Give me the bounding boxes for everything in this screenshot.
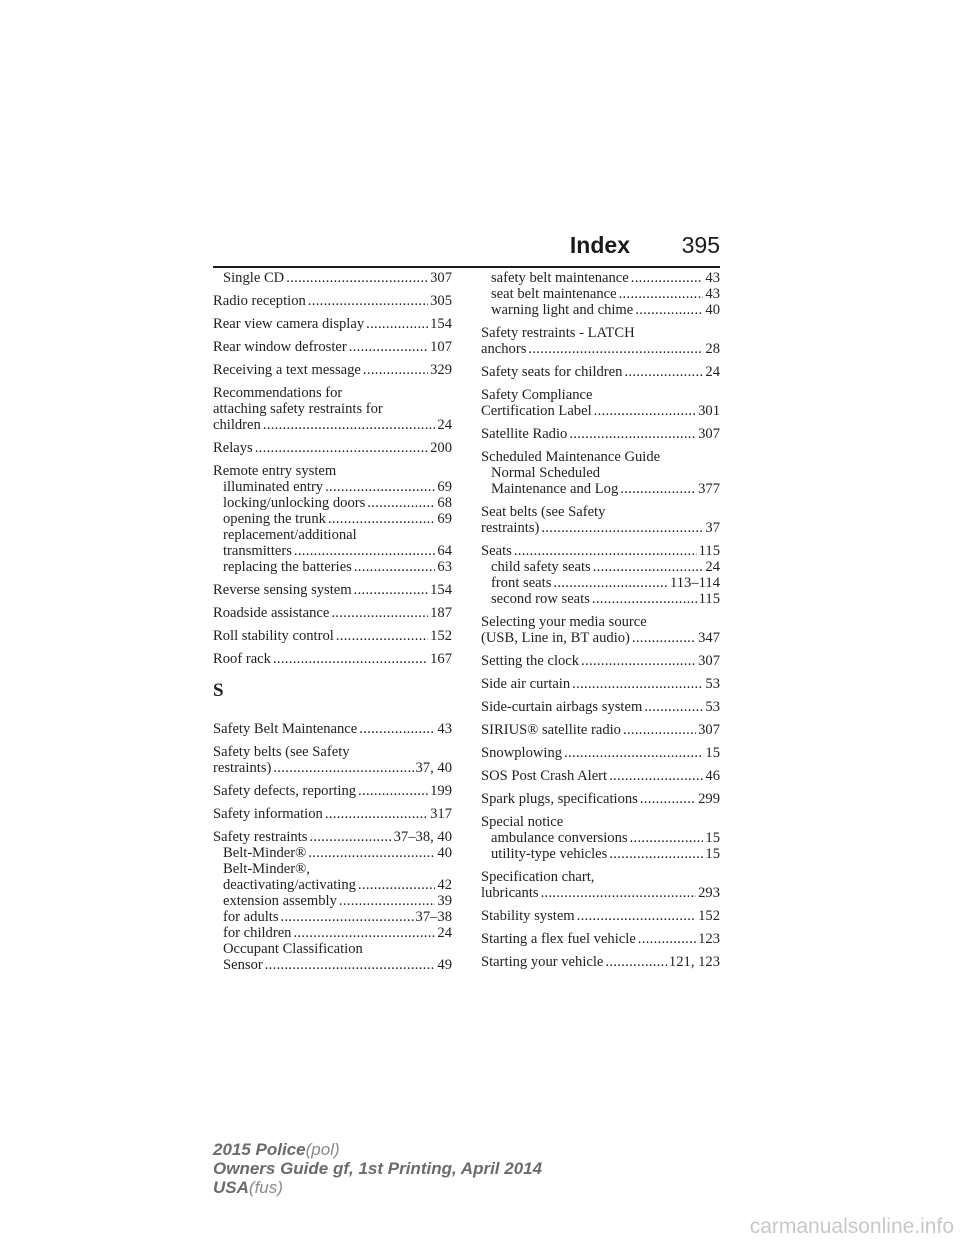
index-page-ref: 40 xyxy=(437,845,452,861)
index-entry xyxy=(213,651,452,667)
index-entry-line xyxy=(213,362,452,378)
index-entry xyxy=(481,745,720,761)
index-term: replacement/additional xyxy=(223,527,357,543)
index-subentry-line xyxy=(481,270,720,286)
index-term: Safety Compliance xyxy=(481,387,593,403)
index-entry xyxy=(481,653,720,669)
index-entry xyxy=(481,768,720,784)
dot-leader xyxy=(331,605,428,621)
index-term: safety belt maintenance xyxy=(491,270,629,286)
index-entry-line xyxy=(481,426,720,442)
index-term: illuminated entry xyxy=(223,479,324,495)
index-term: restraints) xyxy=(213,760,272,776)
index-entry-line xyxy=(213,385,452,401)
dot-leader xyxy=(281,909,414,925)
index-page-ref: 154 xyxy=(430,582,452,598)
index-entry-line xyxy=(213,744,452,760)
index-page-ref: 187 xyxy=(430,605,452,621)
footer-line-2: Owners Guide gf, 1st Printing, April 2014 xyxy=(213,1159,543,1178)
index-page-ref: 64 xyxy=(437,543,452,559)
index-page-ref: 154 xyxy=(430,316,452,332)
index-entry-line xyxy=(213,605,452,621)
index-page-ref: 15 xyxy=(705,745,720,761)
dot-leader xyxy=(553,575,668,591)
index-entry xyxy=(213,744,452,776)
index-entry-line xyxy=(213,760,452,776)
page-title: Index xyxy=(569,232,630,258)
index-entry-line xyxy=(213,628,452,644)
index-entry-line xyxy=(481,449,720,465)
index-page-ref: 317 xyxy=(430,806,452,822)
dot-leader xyxy=(577,908,696,924)
index-page-ref: 113–114 xyxy=(670,575,720,591)
index-term: Setting the clock xyxy=(481,653,580,669)
index-entry xyxy=(481,426,720,442)
index-term: front seats xyxy=(491,575,552,591)
index-page-ref: 24 xyxy=(437,925,452,941)
dot-leader xyxy=(593,559,704,575)
index-entry-line xyxy=(481,676,720,692)
index-entry xyxy=(213,628,452,644)
index-subentry-line xyxy=(213,479,452,495)
index-page-ref: 293 xyxy=(698,885,720,901)
dot-leader xyxy=(325,806,428,822)
dot-leader xyxy=(631,270,704,286)
index-page-ref: 40 xyxy=(705,302,720,318)
index-page-ref: 37–38, 40 xyxy=(393,829,452,845)
dot-leader xyxy=(619,286,704,302)
index-term: Safety restraints - LATCH xyxy=(481,325,635,341)
index-subentry-line xyxy=(481,559,720,575)
page-number: 395 xyxy=(681,232,720,258)
index-term: Side air curtain xyxy=(481,676,571,692)
index-subentry-line xyxy=(213,957,452,973)
dot-leader xyxy=(623,722,696,738)
index-entry xyxy=(481,791,720,807)
index-page-ref: 199 xyxy=(430,783,452,799)
index-page-ref: 299 xyxy=(698,791,720,807)
index-entry-line xyxy=(213,651,452,667)
index-subentry-line xyxy=(481,465,720,481)
index-page-ref: 28 xyxy=(705,341,720,357)
dot-leader xyxy=(358,783,428,799)
dot-leader xyxy=(325,479,435,495)
index-subentry-line xyxy=(213,909,452,925)
dot-leader xyxy=(564,745,703,761)
index-term: Certification Label xyxy=(481,403,592,419)
index-term: Seats xyxy=(481,543,512,559)
index-subentry-line xyxy=(481,591,720,607)
dot-leader xyxy=(640,791,696,807)
index-page-ref: 200 xyxy=(430,440,452,456)
index-entry-line xyxy=(481,653,720,669)
index-term: lubricants xyxy=(481,885,539,901)
dot-leader xyxy=(286,270,428,286)
index-entry xyxy=(481,614,720,646)
index-page-ref: 63 xyxy=(437,559,452,575)
index-term: Safety seats for children xyxy=(481,364,623,380)
index-page-ref: 39 xyxy=(437,893,452,909)
index-page-ref: 301 xyxy=(698,403,720,419)
index-term: warning light and chime xyxy=(491,302,634,318)
index-term: Safety Belt Maintenance xyxy=(213,721,358,737)
index-term: Sensor xyxy=(223,957,263,973)
index-subentry-line xyxy=(481,286,720,302)
dot-leader xyxy=(309,829,391,845)
dot-leader xyxy=(349,339,428,355)
dot-leader xyxy=(328,511,435,527)
index-subentry-line xyxy=(213,527,452,543)
index-entry-line xyxy=(481,768,720,784)
index-page-ref: 43 xyxy=(437,721,452,737)
index-page-ref: 307 xyxy=(698,426,720,442)
dot-leader xyxy=(644,699,703,715)
index-page-ref: 43 xyxy=(705,286,720,302)
index-term: Specification chart, xyxy=(481,869,595,885)
index-page-ref: 307 xyxy=(698,722,720,738)
index-entry xyxy=(213,339,452,355)
index-entry-line xyxy=(213,463,452,479)
index-subentry-line xyxy=(213,941,452,957)
index-page-ref: 53 xyxy=(705,676,720,692)
index-entry-line xyxy=(213,806,452,822)
index-term: child safety seats xyxy=(491,559,591,575)
index-page-ref: 24 xyxy=(705,364,720,380)
index-term: Roof rack xyxy=(213,651,271,667)
index-subentry-line xyxy=(481,481,720,497)
index-term: second row seats xyxy=(491,591,590,607)
index-page-ref: 37–38 xyxy=(415,909,452,925)
index-entry-line xyxy=(481,908,720,924)
index-entry xyxy=(481,954,720,970)
index-term: Belt-Minder® xyxy=(223,845,307,861)
index-term: Stability system xyxy=(481,908,575,924)
dot-leader xyxy=(273,760,413,776)
index-entry xyxy=(481,504,720,536)
index-entry-line xyxy=(213,339,452,355)
index-entry-line xyxy=(213,783,452,799)
index-entry-line xyxy=(481,814,720,830)
index-entry xyxy=(481,931,720,947)
index-subentry-line xyxy=(481,830,720,846)
index-page-ref: 307 xyxy=(698,653,720,669)
index-entry-line xyxy=(213,829,452,845)
page-header xyxy=(213,226,720,268)
dot-leader xyxy=(514,543,697,559)
index-entry-line xyxy=(213,316,452,332)
index-term: for children xyxy=(223,925,292,941)
index-entry-line xyxy=(213,721,452,737)
dot-leader xyxy=(366,316,428,332)
index-term: locking/unlocking doors xyxy=(223,495,366,511)
index-term: Selecting your media source xyxy=(481,614,647,630)
index-entry-line xyxy=(481,745,720,761)
index-term: Normal Scheduled xyxy=(491,465,601,481)
index-page-ref: 115 xyxy=(698,591,720,607)
index-entry-line xyxy=(481,325,720,341)
dot-leader xyxy=(308,293,428,309)
index-subentry-line xyxy=(213,270,452,286)
dot-leader xyxy=(255,440,428,456)
index-page-ref: 121, 123 xyxy=(668,954,720,970)
index-page-ref: 107 xyxy=(430,339,452,355)
index-term: Relays xyxy=(213,440,253,456)
index-subentry-line xyxy=(213,495,452,511)
index-entry-line xyxy=(481,341,720,357)
index-term: opening the trunk xyxy=(223,511,326,527)
index-entry xyxy=(481,908,720,924)
dot-leader xyxy=(354,582,428,598)
index-term: Reverse sensing system xyxy=(213,582,352,598)
index-term: Safety information xyxy=(213,806,323,822)
index-page-ref: 42 xyxy=(437,877,452,893)
index-term: Starting a flex fuel vehicle xyxy=(481,931,636,947)
index-subentry-line xyxy=(213,845,452,861)
dot-leader xyxy=(358,877,435,893)
index-term: Roadside assistance xyxy=(213,605,330,621)
dot-leader xyxy=(363,362,428,378)
dot-leader xyxy=(367,495,435,511)
index-page-ref: 152 xyxy=(430,628,452,644)
index-term: ambulance conversions xyxy=(491,830,628,846)
index-entry-line xyxy=(213,582,452,598)
dot-leader xyxy=(630,830,704,846)
index-term: Snowplowing xyxy=(481,745,563,761)
index-subentry-line xyxy=(481,575,720,591)
index-entry-line xyxy=(481,791,720,807)
index-term: Safety restraints xyxy=(213,829,308,845)
dot-leader xyxy=(273,651,428,667)
index-entry-line xyxy=(213,440,452,456)
index-term: Scheduled Maintenance Guide xyxy=(481,449,661,465)
index-subentry-line xyxy=(213,877,452,893)
dot-leader xyxy=(569,426,696,442)
dot-leader xyxy=(594,403,696,419)
dot-leader xyxy=(609,846,703,862)
index-term: Rear view camera display xyxy=(213,316,365,332)
index-term: (USB, Line in, BT audio) xyxy=(481,630,630,646)
index-entry xyxy=(213,316,452,332)
index-entry-line xyxy=(481,885,720,901)
index-page-ref: 152 xyxy=(698,908,720,924)
footer-line-1: 2015 Police(pol) xyxy=(213,1140,340,1159)
dot-leader xyxy=(620,481,696,497)
index-term: Rear window defroster xyxy=(213,339,347,355)
index-page-ref: 46 xyxy=(705,768,720,784)
dot-leader xyxy=(635,302,703,318)
index-entry xyxy=(213,270,452,286)
dot-leader xyxy=(541,520,703,536)
index-entry xyxy=(481,364,720,380)
index-subentry-line xyxy=(481,846,720,862)
index-term: restraints) xyxy=(481,520,540,536)
index-entry xyxy=(213,362,452,378)
index-entry-line xyxy=(213,293,452,309)
index-entry-line xyxy=(481,931,720,947)
dot-leader xyxy=(354,559,436,575)
index-term: for adults xyxy=(223,909,279,925)
footer-line-3: USA(fus) xyxy=(213,1178,283,1197)
index-term: Seat belts (see Safety xyxy=(481,504,606,520)
index-entry-line xyxy=(481,630,720,646)
index-section-letter: S xyxy=(213,680,224,701)
dot-leader xyxy=(541,885,697,901)
dot-leader xyxy=(339,893,436,909)
index-column-right xyxy=(481,270,720,977)
index-term: Special notice xyxy=(481,814,564,830)
dot-leader xyxy=(294,543,436,559)
index-entry xyxy=(213,440,452,456)
dot-leader xyxy=(263,417,436,433)
dot-leader xyxy=(592,591,697,607)
dot-leader xyxy=(609,768,703,784)
index-term: deactivating/activating xyxy=(223,877,356,893)
index-subentry-line xyxy=(481,302,720,318)
index-term: Occupant Classification xyxy=(223,941,363,957)
index-page-ref: 24 xyxy=(437,417,452,433)
dot-leader xyxy=(528,341,703,357)
index-term: Safety defects, reporting xyxy=(213,783,357,799)
index-page-ref: 15 xyxy=(705,846,720,862)
index-term: replacing the batteries xyxy=(223,559,352,575)
index-entry-line xyxy=(481,869,720,885)
index-entry-line xyxy=(213,401,452,417)
index-term: seat belt maintenance xyxy=(491,286,617,302)
index-page-ref: 15 xyxy=(705,830,720,846)
index-entry xyxy=(213,605,452,621)
index-entry xyxy=(213,806,452,822)
index-page-ref: 307 xyxy=(430,270,452,286)
index-subentry-line xyxy=(213,925,452,941)
index-column-left xyxy=(213,270,452,980)
dot-leader xyxy=(632,630,696,646)
index-term: Belt-Minder®, xyxy=(223,861,310,877)
dot-leader xyxy=(265,957,436,973)
index-entry xyxy=(213,582,452,598)
index-term: SOS Post Crash Alert xyxy=(481,768,608,784)
index-entry-line xyxy=(481,387,720,403)
index-term: Recommendations for xyxy=(213,385,343,401)
index-subentry-line xyxy=(213,511,452,527)
index-page-ref: 37, 40 xyxy=(415,760,452,776)
index-entry-line xyxy=(481,403,720,419)
index-page-ref: 43 xyxy=(705,270,720,286)
index-entry xyxy=(481,387,720,419)
index-entry xyxy=(213,385,452,433)
index-page-ref: 329 xyxy=(430,362,452,378)
index-entry xyxy=(481,325,720,357)
dot-leader xyxy=(336,628,428,644)
index-entry xyxy=(481,814,720,862)
index-subentry-line xyxy=(213,559,452,575)
index-entry-line xyxy=(481,722,720,738)
index-entry xyxy=(481,449,720,497)
index-page-ref: 37 xyxy=(705,520,720,536)
index-term: Remote entry system xyxy=(213,463,337,479)
index-term: Single CD xyxy=(223,270,285,286)
index-entry-line xyxy=(481,954,720,970)
index-term: Roll stability control xyxy=(213,628,334,644)
document-footer xyxy=(213,1140,542,1197)
index-subentry-line xyxy=(213,893,452,909)
index-entry xyxy=(481,699,720,715)
index-term: Side-curtain airbags system xyxy=(481,699,643,715)
dot-leader xyxy=(624,364,703,380)
index-term: children xyxy=(213,417,261,433)
index-term: extension assembly xyxy=(223,893,337,909)
index-entry xyxy=(213,721,452,737)
index-entry-line xyxy=(481,614,720,630)
index-page-ref: 53 xyxy=(705,699,720,715)
index-entry xyxy=(481,270,720,318)
index-entry-line xyxy=(213,417,452,433)
index-entry-line xyxy=(481,504,720,520)
dot-leader xyxy=(359,721,435,737)
index-term: Safety belts (see Safety xyxy=(213,744,350,760)
index-page-ref: 24 xyxy=(705,559,720,575)
index-term: Starting your vehicle xyxy=(481,954,604,970)
index-entry xyxy=(213,463,452,575)
dot-leader xyxy=(293,925,435,941)
index-subentry-line xyxy=(213,543,452,559)
dot-leader xyxy=(308,845,435,861)
watermark: carmanualsonline.info xyxy=(749,1215,954,1238)
index-entry xyxy=(213,783,452,799)
index-term: anchors xyxy=(481,341,527,357)
index-term: Maintenance and Log xyxy=(491,481,619,497)
index-term: attaching safety restraints for xyxy=(213,401,383,417)
index-page-ref: 68 xyxy=(437,495,452,511)
index-page-ref: 123 xyxy=(698,931,720,947)
index-page-ref: 347 xyxy=(698,630,720,646)
index-term: Spark plugs, specifications xyxy=(481,791,638,807)
index-page-ref: 305 xyxy=(430,293,452,309)
index-term: transmitters xyxy=(223,543,292,559)
index-subentry-line xyxy=(213,861,452,877)
index-entry-line xyxy=(481,520,720,536)
index-entry xyxy=(481,722,720,738)
index-entry xyxy=(481,543,720,607)
dot-leader xyxy=(638,931,696,947)
index-page-ref: 69 xyxy=(437,511,452,527)
index-term: Radio reception xyxy=(213,293,306,309)
index-term: utility-type vehicles xyxy=(491,846,608,862)
index-page-ref: 69 xyxy=(437,479,452,495)
index-entry-line xyxy=(481,699,720,715)
index-term: SIRIUS® satellite radio xyxy=(481,722,621,738)
dot-leader xyxy=(581,653,696,669)
index-entry-line xyxy=(481,364,720,380)
index-term: Receiving a text message xyxy=(213,362,361,378)
index-page-ref: 167 xyxy=(430,651,452,667)
index-page-ref: 377 xyxy=(698,481,720,497)
index-page-ref: 115 xyxy=(698,543,720,559)
index-page-ref: 49 xyxy=(437,957,452,973)
index-entry xyxy=(481,676,720,692)
index-entry-line xyxy=(481,543,720,559)
index-term: Satellite Radio xyxy=(481,426,568,442)
dot-leader xyxy=(572,676,703,692)
index-entry xyxy=(213,293,452,309)
dot-leader xyxy=(605,954,667,970)
index-entry xyxy=(481,869,720,901)
index-entry xyxy=(213,829,452,973)
